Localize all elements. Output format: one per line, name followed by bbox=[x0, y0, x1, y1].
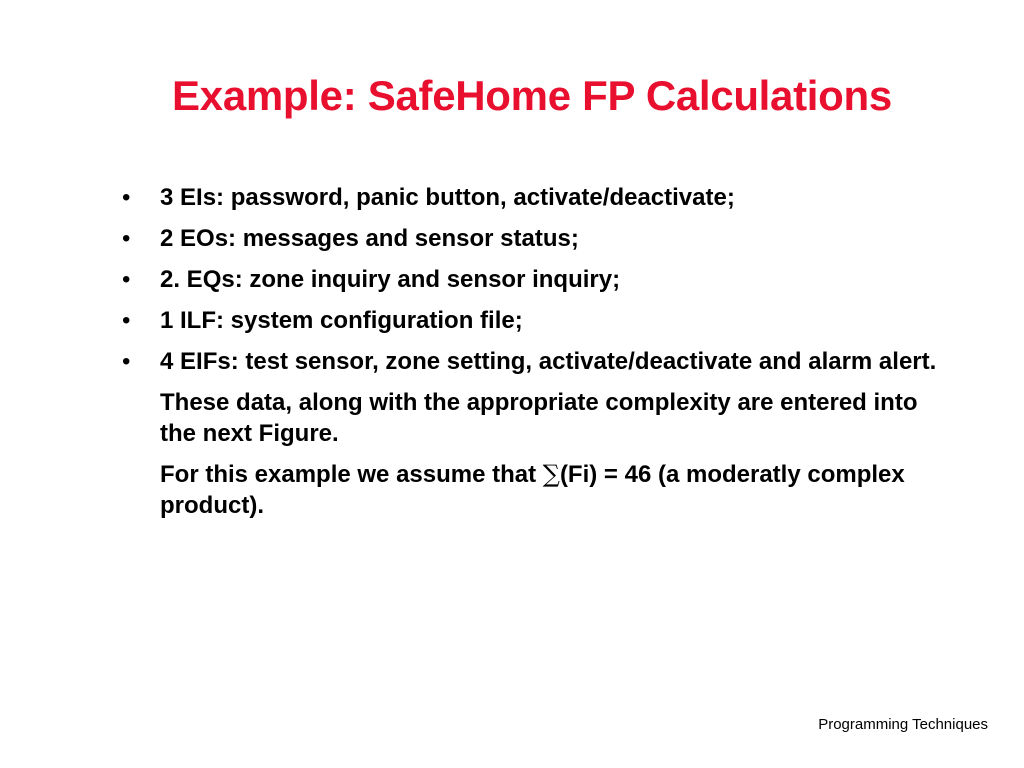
bullet-dot: • bbox=[122, 348, 131, 375]
bullet-item bbox=[120, 346, 940, 377]
paragraph-text: These data, along with the appropriate complexity are entered into the next Figure. bbox=[160, 389, 918, 447]
bullet-text: 2 EOs: messages and sensor status; bbox=[160, 225, 579, 252]
paragraph-text-end: (Fi) = 46 (a moderatly complex product). bbox=[160, 461, 905, 519]
bullet-text: 3 EIs: password, panic button, activate/deactivate; bbox=[160, 184, 735, 211]
bullet-item bbox=[120, 182, 940, 213]
paragraph-text-start: For this example we assume that bbox=[160, 461, 543, 488]
slide-title: Example: SafeHome FP Calculations bbox=[172, 72, 892, 119]
sigma-symbol: ∑ bbox=[542, 460, 560, 488]
slide-footer: Programming Techniques bbox=[818, 716, 988, 733]
paragraph-figure-note bbox=[120, 387, 940, 449]
bullet-dot: • bbox=[122, 184, 131, 211]
bullet-list bbox=[120, 182, 940, 531]
bullet-text: 1 ILF: system configuration file; bbox=[160, 307, 523, 334]
bullet-item bbox=[120, 305, 940, 336]
bullet-dot: • bbox=[122, 266, 131, 293]
paragraph-assumption bbox=[120, 459, 940, 521]
bullet-item bbox=[120, 223, 940, 254]
bullet-dot: • bbox=[122, 225, 131, 252]
bullet-text: 4 EIFs: test sensor, zone setting, activate/deactivate and alarm alert. bbox=[160, 348, 937, 375]
bullet-text: 2. EQs: zone inquiry and sensor inquiry; bbox=[160, 266, 621, 293]
bullet-dot: • bbox=[122, 307, 131, 334]
bullet-item bbox=[120, 264, 940, 295]
